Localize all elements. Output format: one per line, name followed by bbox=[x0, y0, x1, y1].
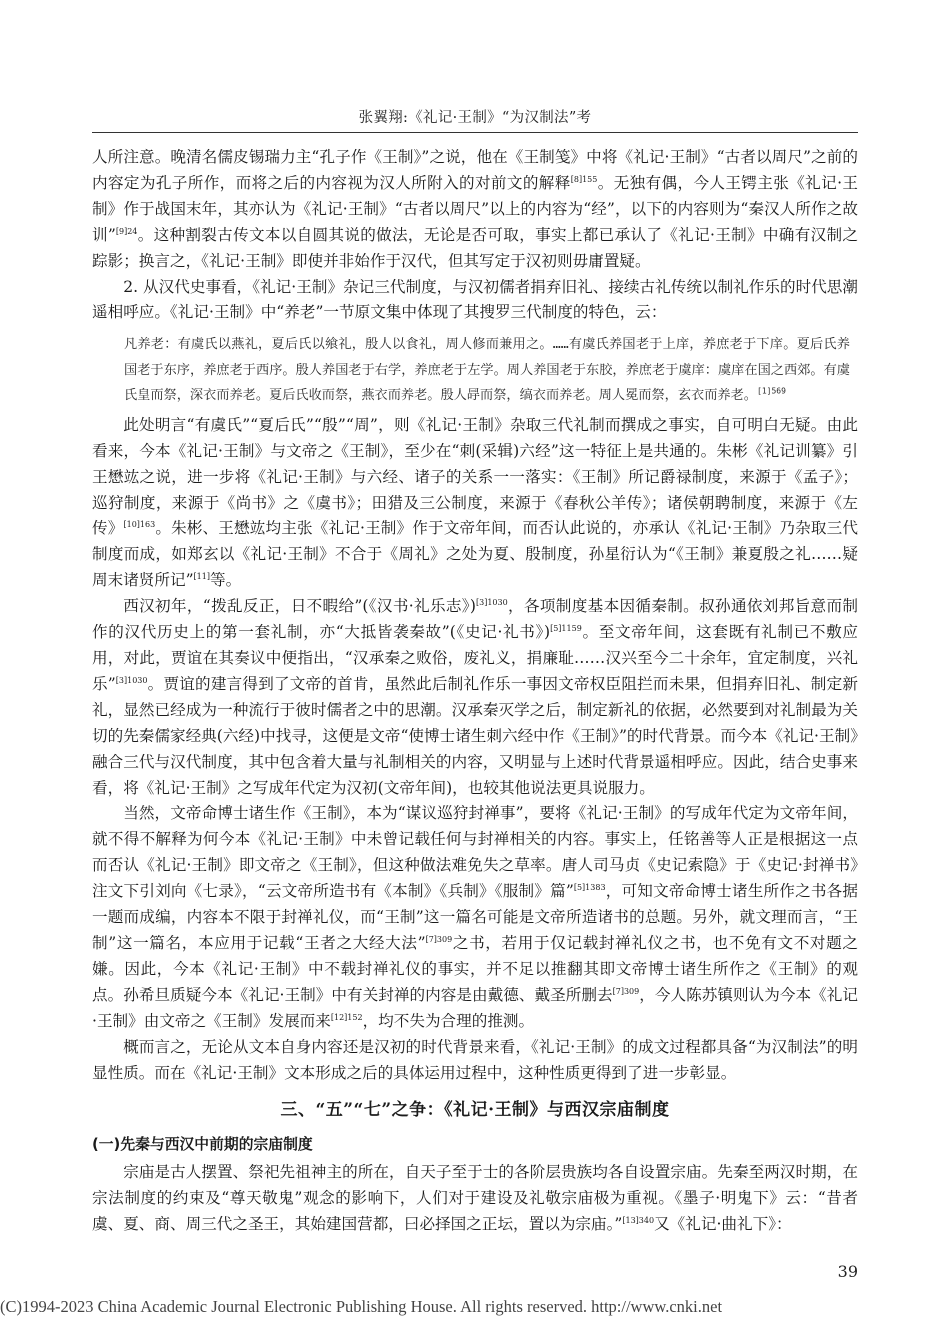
citation-ref: [12]152 bbox=[330, 1012, 363, 1022]
citation-ref: [5]1159 bbox=[550, 623, 582, 633]
text-run: 。朱彬、王懋竑均主张《礼记·王制》作于文帝年间，而否认此说的，亦承认《礼记·王制》乃杂取三代制度而成，如郑玄以《礼记·王制》不合于《周礼》之处为夏、殷制度，孙星衍认为“《王制》兼夏殷之礼……疑周末诸贤所记” bbox=[92, 519, 858, 590]
page-number: 39 bbox=[837, 1262, 858, 1281]
text-run: 概而言之，无论从文本自身内容还是汉初的时代背景来看，《礼记·王制》的成文过程都具备“为汉制法”的明显性质。而在《礼记·王制》文本形成之后的具体运用过程中，这种性质更得到了进一步彰显。 bbox=[92, 1037, 858, 1082]
citation-ref: [13]340 bbox=[622, 1216, 655, 1226]
text-run: ，今人陈苏镇则认为今本《礼记·王制》由文帝之《王制》发展而来 bbox=[92, 985, 858, 1030]
citation-ref: [9]24 bbox=[115, 226, 138, 236]
section-heading: 三、“五”“七”之争：《礼记·王制》与西汉宗庙制度 bbox=[280, 1100, 670, 1121]
text-run: 凡养老：有虞氏以燕礼，夏后氏以飨礼，殷人以食礼，周人修而兼用之。……有虞氏养国老于上庠，养庶老于下庠。夏后氏养国老于东序，养庶老于西序。殷人养国老于右学，养庶老于左学。周人养国老于东胶，养庶老于虞庠：虞庠在国之西郊。有虞氏皇而祭，深衣而养老。夏后氏收而祭，燕衣而养老。殷人冔而祭，缟衣而养老。周人冕而祭，玄衣而养老。 bbox=[124, 337, 850, 404]
text-run: 当然，文帝命博士诸生作《王制》，本为“谋议巡狩封禅事”，要将《礼记·王制》的写成年代定为文帝年间，就不得不解释为何今本《礼记·王制》中未曾记载任何与封禅相关的内容。事实上，任铭善等人正是根据这一点而否认《礼记·王制》即文帝之《王制》，但这种做法难免失之草率。唐人司马贞《史记索隐》于《史记·封禅书》注文下引刘向《七录》，“云文帝所造书有《本制》《兵制》《服制》篇” bbox=[92, 804, 858, 901]
text-run: 。无独有偶，今人王锷主张《礼记·王制》作于战国末年，其亦认为《礼记·王制》“古者以周尺”以上的内容为“经”，以下的内容则为“秦汉人所作之故训” bbox=[92, 173, 858, 244]
text-run: ，可知文帝命博士诸生所作之书各据一题而成编，内容本不限于封禅礼仪，而“王制”这一篇名可能是文帝所造诸书的总题。另外，就文理而言，“王制”这一篇名，本应用于记载“王者之大经大法” bbox=[92, 882, 858, 952]
text-run: 又《礼记·曲礼下》： bbox=[654, 1215, 792, 1234]
text-run: 等。 bbox=[209, 571, 242, 590]
citation-ref: [1]569 bbox=[757, 386, 786, 396]
running-header: 张翼翔:《礼记·王制》“为汉制法”考 bbox=[358, 110, 592, 126]
block-quote bbox=[124, 332, 850, 409]
copyright-notice: (C)1994-2023 China Academic Journal Electronic Publishing House. All rights reserved. http://www.cnki.net bbox=[0, 1297, 723, 1316]
citation-ref: [10]163 bbox=[123, 520, 156, 530]
subsection-heading: (一)先秦与西汉中前期的宗庙制度 bbox=[92, 1136, 313, 1154]
text-run: 。这种割裂古传文本以自圆其说的做法，无论是否可取，事实上都已承认了《礼记·王制》中确有汉制之踪影；换言之，《礼记·王制》即使并非始作于汉代，但其写定于汉初则毋庸置疑。 bbox=[92, 225, 858, 270]
article-body bbox=[92, 145, 858, 1238]
text-run: 。贾谊的建言得到了文帝的首肯，虽然此后制礼作乐一事因文帝权臣阻拦而未果，但捐弃旧礼、制定新礼，显然已经成为一种流行于彼时儒者之中的思潮。汉承秦灭学之后，制定新礼的依据，必然要到对礼制最为关切的先秦儒家经典(六经)中找寻，这便是文帝“使博士诸生刺六经中作《王制》”的时代背景。而今本《礼记·王制》融合三代与汉代制度，其中包含着大量与礼制相关的内容，又明显与上述时代背景遥相呼应。因此，结合史事来看，将《礼记·王制》之写成年代定为汉初(文帝年间)，也较其他说法更具说服力。 bbox=[92, 674, 858, 797]
text-run: 之书，若用于仅记载封禅礼仪之书，也不免有文不对题之嫌。因此，今本《礼记·王制》中不载封禅礼仪的事实，并不足以推翻其即文帝博士诸生所作之《王制》的观点。孙希旦质疑今本《礼记·王制》中有关封禅的内容是由戴德、戴圣所删去 bbox=[92, 933, 858, 1004]
paragraph bbox=[92, 1035, 858, 1087]
citation-ref: [7]309 bbox=[425, 934, 453, 944]
text-run: 此处明言“有虞氏”“夏后氏”“殷”“周”，则《礼记·王制》杂取三代礼制而撰成之事实，自可明白无疑。由此看来，今本《礼记·王制》与文帝之《王制》，至少在“刺(采辑)六经”这一特征上是共通的。朱彬《礼记训纂》引王懋竑之说，进一步将《礼记·王制》与六经、诸子的关系一一落实：《王制》所记爵禄制度，来源于《孟子》；巡狩制度，来源于《尚书》之《虞书》；田猎及三公制度，来源于《春秋公羊传》；诸侯朝聘制度，来源于《左传》 bbox=[92, 415, 858, 538]
text-run: 2. 从汉代史事看，《礼记·王制》杂记三代制度，与汉初儒者捐弃旧礼、接续古礼传统以制礼作乐的时代思潮遥相呼应。《礼记·王制》中“养老”一节原文集中体现了其搜罗三代制度的特色，云： bbox=[92, 277, 858, 322]
citation-ref: [3]1030 bbox=[476, 598, 508, 607]
citation-ref: [8]155 bbox=[570, 174, 598, 184]
text-run: 。至文帝年间，这套既有礼制已不敷应用，对此，贾谊在其奏议中便指出，“汉承秦之败俗，废礼义，捐廉耻……汉兴至今二十余年，宜定制度，兴礼乐” bbox=[92, 623, 858, 693]
citation-ref: [5]1383 bbox=[573, 882, 606, 892]
text-run: 西汉初年，“拨乱反正，日不暇给”(《汉书·礼乐志》) bbox=[123, 597, 476, 616]
citation-ref: [3]1030 bbox=[115, 675, 148, 685]
text-run: ，均不失为合理的推测。 bbox=[362, 1011, 535, 1030]
paragraph bbox=[92, 145, 858, 275]
citation-ref: [11] bbox=[193, 572, 210, 582]
text-run: 人所注意。晚清名儒皮锡瑞力主“孔子作《王制》”之说，他在《王制笺》中将《礼记·王制》“古者以周尺”之前的内容定为孔子所作，而将之后的内容视为汉人所附入的对前文的解释 bbox=[92, 148, 858, 192]
header-divider bbox=[92, 132, 858, 133]
citation-ref: [7]309 bbox=[612, 986, 640, 996]
paragraph bbox=[92, 275, 858, 327]
paragraph bbox=[92, 594, 858, 801]
paragraph bbox=[92, 1160, 858, 1238]
text-run: 宗庙是古人摆置、祭祀先祖神主的所在，自天子至于士的各阶层贵族均各自设置宗庙。先秦至两汉时期，在宗法制度的约束及“尊天敬鬼”观念的影响下，人们对于建设及礼敬宗庙极为重视。《墨子·明鬼下》云：“昔者虞、夏、商、周三代之圣王，其始建国营都，曰必择国之正坛，置以为宗庙。” bbox=[92, 1163, 858, 1234]
paragraph bbox=[92, 413, 858, 594]
paragraph bbox=[92, 801, 858, 1034]
text-run: ，各项制度基本因循秦制。叔孙通依刘邦旨意而制作的汉代历史上的第一套礼制，亦“大抵皆袭秦故”(《史记·礼书》) bbox=[92, 597, 858, 642]
